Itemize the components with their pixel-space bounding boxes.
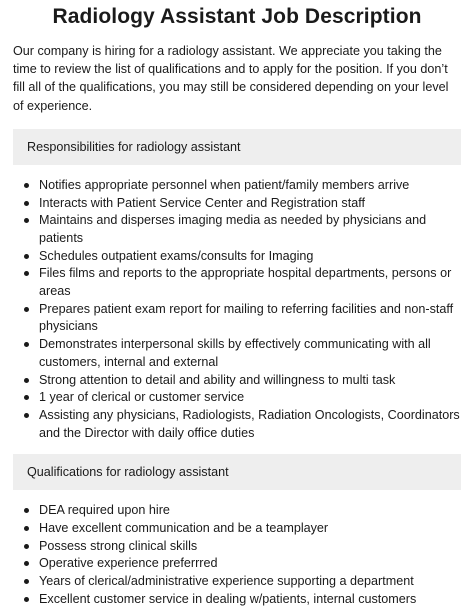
responsibilities-list — [13, 177, 461, 443]
qualifications-list — [13, 502, 461, 608]
list-item: Files films and reports to the appropriate hospital departments, persons or areas — [39, 266, 452, 299]
list-item: Strong attention to detail and ability and willingness to multi task — [39, 372, 396, 387]
list-item: Interacts with Patient Service Center and Registration staff — [39, 195, 365, 210]
list-item: Assisting any physicians, Radiologists, Radiation Oncologists, Coordinators and the Director with daily office duties — [39, 407, 460, 440]
list-item: Schedules outpatient exams/consults for Imaging — [39, 248, 314, 263]
list-item: Operative experience preferrred — [39, 556, 218, 571]
list-item: Demonstrates interpersonal skills by effectively communicating with all customers, internal and external — [39, 337, 431, 369]
list-item: Notifies appropriate personnel when patient/family members arrive — [39, 177, 410, 192]
list-item: Prepares patient exam report for mailing to referring facilities and non-staff physicians — [39, 301, 454, 334]
list-item: Years of clerical/administrative experience supporting a department — [39, 574, 414, 589]
list-item: DEA required upon hire — [39, 503, 170, 518]
intro-paragraph: Our company is hiring for a radiology assistant. We appreciate you taking the time to review the list of qualifications and to apply for the position. If you don’t fill all of the qualifications, you may still be considered depending on your level of experience. — [13, 44, 449, 113]
responsibilities-heading: Responsibilities for radiology assistant — [27, 139, 241, 154]
list-item: 1 year of clerical or customer service — [39, 390, 245, 405]
list-item: Possess strong clinical skills — [39, 538, 198, 553]
responsibilities-header — [13, 129, 461, 165]
page-title: Radiology Assistant Job Description — [52, 5, 422, 28]
qualifications-heading: Qualifications for radiology assistant — [27, 465, 229, 480]
list-item: Have excellent communication and be a teamplayer — [39, 521, 329, 536]
list-item: Excellent customer service in dealing w/patients, internal customers — [39, 591, 417, 606]
qualifications-header — [13, 454, 461, 490]
list-item: Maintains and disperses imaging media as needed by physicians and patients — [39, 213, 427, 245]
